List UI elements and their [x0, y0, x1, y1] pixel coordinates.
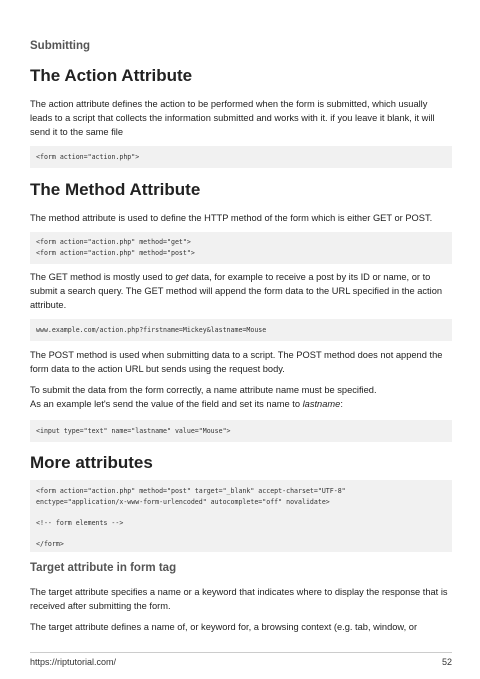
method-para2-text-a: The GET method is mostly used to [30, 272, 176, 282]
method-para4-text-a: As an example let's send the value of the field and set its name to [30, 399, 303, 409]
method-code-block-2: www.example.com/action.php?firstname=Mickey&lastname=Mouse [30, 319, 452, 341]
method-paragraph-1: The method attribute is used to define the HTTP method of the form which is either GET or POST. [30, 213, 433, 223]
method-heading: The Method Attribute [30, 180, 201, 199]
method-paragraph-2 [30, 270, 452, 312]
target-heading: Target attribute in form tag [30, 562, 177, 574]
method-paragraph-3: The POST method is used when submitting data to a script. The POST method does not append the form data to the action URL but sends using the request body. [30, 350, 443, 374]
footer-divider [30, 652, 452, 653]
method-para2-emphasis: get [175, 272, 189, 282]
method-para2-text-b: data, for example to receive a post by its ID or name, or to submit a search query. The GET method will append the form data to the URL specified in the action attribute. [30, 272, 443, 310]
method-para4-emphasis: lastname [302, 399, 341, 409]
more-attributes-code-block: <form action="action.php" method="post" target="_blank" accept-charset="UTF-8" enctype="application/x-www-form-urlencoded" autocomplete="off" novalidate> <!-- form elements --> </form> [30, 480, 452, 552]
section-label: Submitting [30, 40, 91, 52]
action-heading: The Action Attribute [30, 66, 193, 85]
footer-page-number: 52 [441, 657, 452, 667]
method-paragraph-4-line-1: To submit the data from the form correctly, a name attribute name must be specified. [30, 385, 377, 395]
method-para4-text-b: : [340, 399, 343, 409]
method-code-block-3: <input type="text" name="lastname" value="Mouse"> [30, 420, 452, 442]
action-code-block: <form action="action.php"> [30, 146, 452, 168]
method-paragraph-4-line-2 [30, 397, 452, 411]
target-paragraph-2: The target attribute defines a name of, or keyword for, a browsing context (e.g. tab, window, or [30, 622, 418, 632]
method-code-block-1: <form action="action.php" method="get"> <form action="action.php" method="post"> [30, 232, 452, 264]
target-paragraph-1: The target attribute specifies a name or a keyword that indicates where to display the response that is received after submitting the form. [30, 587, 448, 611]
more-attributes-heading: More attributes [30, 453, 153, 472]
footer-url-link[interactable]: https://riptutorial.com/ [30, 657, 117, 667]
action-paragraph: The action attribute defines the action to be performed when the form is submitted, which usually leads to a script that collects the information submitted and works with it. if you leave it blank, it will send it to the same file [30, 99, 435, 137]
